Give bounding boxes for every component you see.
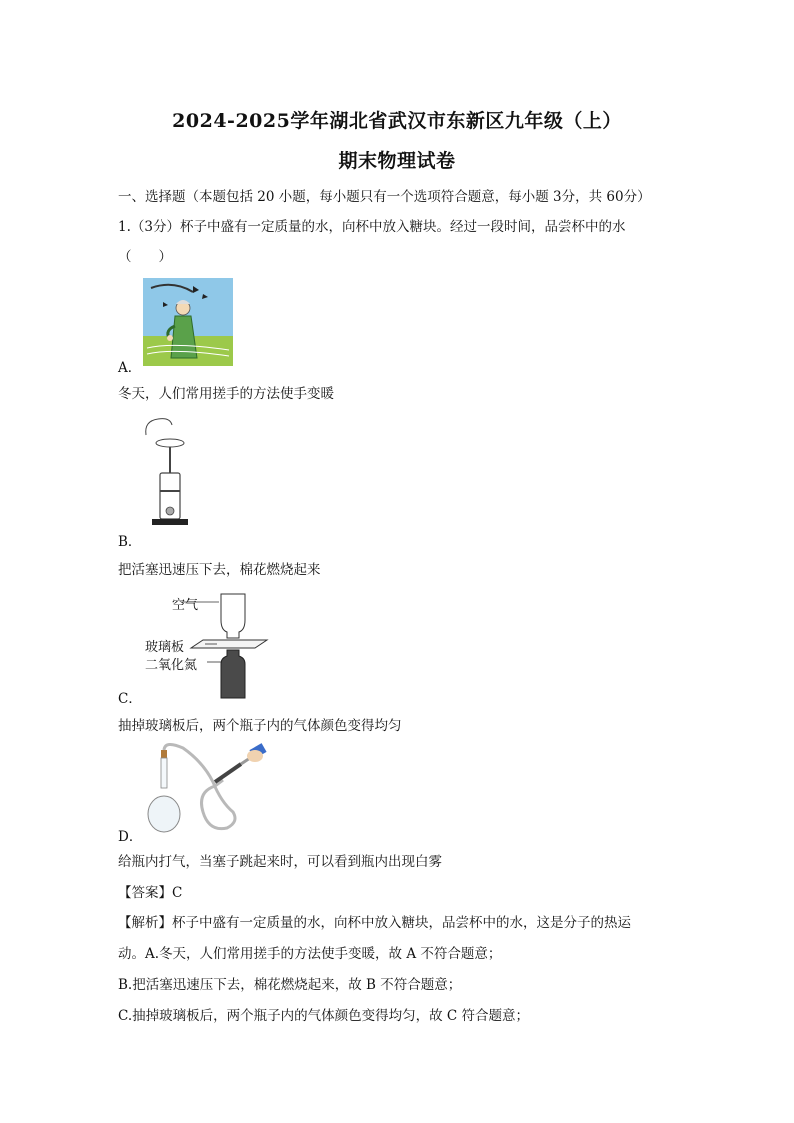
analysis-line-3: B.把活塞迅速压下去，棉花燃烧起来，故 B 不符合题意； — [118, 977, 462, 993]
analysis-line-4: C.抽掉玻璃板后，两个瓶子内的气体颜色变得均匀，故 C 符合题意； — [118, 1008, 530, 1024]
analysis-text-1: 杯子中盛有一定质量的水，向杯中放入糖块，品尝杯中的水，这是分子的热运 — [172, 915, 631, 931]
exam-title-line2: 期末物理试卷 — [338, 150, 456, 172]
question-stem: 1.（3分）杯子中盛有一定质量的水，向杯中放入糖块。经过一段时间，品尝杯中的水 — [118, 219, 626, 235]
option-b-letter: B． — [118, 534, 142, 550]
option-d-letter: D． — [118, 829, 143, 845]
option-c-text: 抽掉玻璃板后，两个瓶子内的气体颜色变得均匀 — [118, 718, 402, 734]
option-a-text: 冬天，人们常用搓手的方法使手变暖 — [118, 386, 334, 402]
figure-c-label-glass: 玻璃板 — [145, 640, 185, 655]
analysis-label: 【解析】 — [118, 915, 172, 931]
answer-label: 【答案】C — [118, 885, 183, 901]
exam-title-line1: 2024-2025学年湖北省武汉市东新区九年级（上） — [172, 110, 622, 132]
figure-c-label-air: 空气 — [172, 598, 199, 613]
figure-d-image — [143, 742, 268, 837]
analysis-line-2: 动。A.冬天，人们常用搓手的方法使手变暖，故 A 不符合题意； — [118, 946, 502, 962]
figure-c-label-gas: 二氧化氮 — [145, 658, 198, 673]
analysis-line-1 — [118, 914, 678, 932]
figure-b-image — [140, 413, 200, 531]
option-b-text: 把活塞迅速压下去，棉花燃烧起来 — [118, 562, 321, 578]
option-c-letter: C． — [118, 691, 142, 707]
question-paren: （ ） — [118, 249, 172, 265]
figure-a-image — [143, 278, 233, 366]
option-d-text: 给瓶内打气，当塞子跳起来时，可以看到瓶内出现白雾 — [118, 854, 442, 870]
option-a-letter: A． — [118, 360, 142, 376]
section-heading: 一、选择题（本题包括 20 小题，每小题只有一个选项符合题意，每小题 3分，共 60分） — [118, 189, 651, 205]
